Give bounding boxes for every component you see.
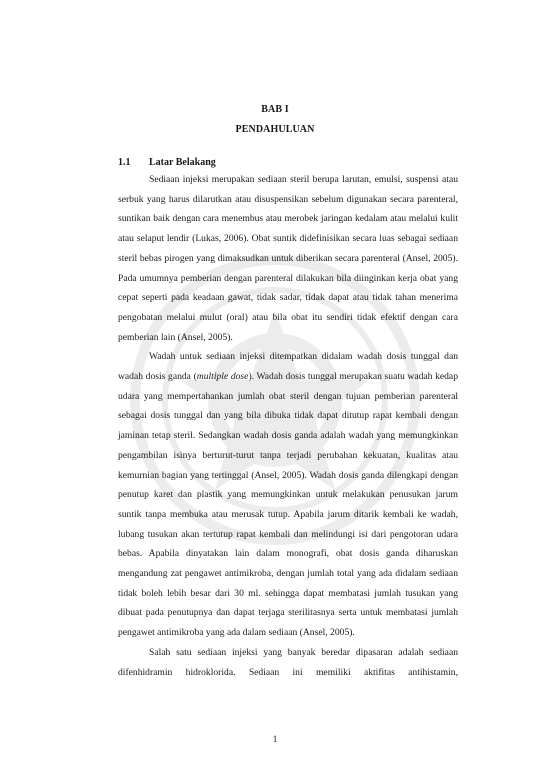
paragraph-2-italic-term: multiple dose bbox=[196, 371, 249, 383]
section-heading bbox=[118, 157, 216, 168]
paragraph-1: Sediaan injeksi merupakan sediaan steril berupa larutan, emulsi, suspensi atau serbuk yang harus dilarutkan atau disuspensikan sebelum digunakan secara parenteral, suntikan baik dengan cara menembus atau merobek jaringan kedalam atau melalui kulit atau selaput lendir (Lukas, 2006). Obat suntik didefinisikan secara luas sebagai sediaan steril bebas pirogen yang dimaksudkan untuk diberikan secara parenteral (Ansel, 2005). Pada umumnya pemberian dengan parenteral dilakukan bila diinginkan kerja obat yang cepat seperti pada keadaan gawat, tidak sadar, tidak dapat atau tidak tahan menerima pengobatan melalui mulut (oral) atau bila obat itu sendiri tidak efektif dengan cara pemberian lain (Ansel, 2005). bbox=[118, 174, 458, 343]
section-number: 1.1 bbox=[118, 157, 131, 168]
paragraph-2-part-2: ). Wadah dosis tunggal merupakan suatu wadah kedap udara yang mempertahankan jumlah obat steril dengan tujuan pemberian parenteral sebagai dosis tunggal dan yang bila dibuka tidak dapat ditutup rapat kembali dengan jaminan tetap steril. Sedangkan wadah dosis ganda adalah wadah yang memungkinkan pengambilan isinya berturut-turut tanpa terjadi perubahan kekuatan, kualitas atau kemurnian bagian yang tertinggal (Ansel, 2005). Wadah dosis ganda dilengkapi dengan penutup karet dan plastik yang memungkinkan untuk melakukan penusukan jarum suntik tanpa membuka atau merusak tutup. Apabila jarum ditarik kembali ke wadah, lubang tusukan akan tertutup rapat kembali dan melindungi isi dari pengotoran udara bebas. Apabila dinyatakan lain dalam monografi, obat dosis ganda diharuskan mengandung zat pengawet antimikroba, dengan jumlah total yang ada didalam sediaan tidak boleh lebih besar dari 30 ml. sehingga dapat membatasi jumlah tusukan yang dibuat pada penutupnya dan dapat terjaga sterilitasnya serta untuk membatasi jumlah pengawet antimikroba yang ada dalam sediaan (Ansel, 2005). bbox=[118, 371, 458, 639]
chapter-title: PENDAHULUAN bbox=[235, 124, 315, 135]
paragraph-2-part-1: Wadah untuk sediaan injeksi ditempatkan didalam wadah dosis tunggal dan wadah dosis ganda ( bbox=[118, 351, 458, 383]
body-text bbox=[118, 170, 458, 682]
section-title: Latar Belakang bbox=[149, 157, 216, 168]
chapter-heading: BAB I bbox=[261, 104, 289, 115]
paragraph-2 bbox=[118, 347, 458, 643]
paragraph-3: Salah satu sediaan injeksi yang banyak beredar dipasaran adalah sediaan difenhidramin hidroklorida. Sediaan ini memiliki aktifitas antihistamin, bbox=[118, 646, 458, 678]
page-number: 1 bbox=[272, 735, 278, 745]
